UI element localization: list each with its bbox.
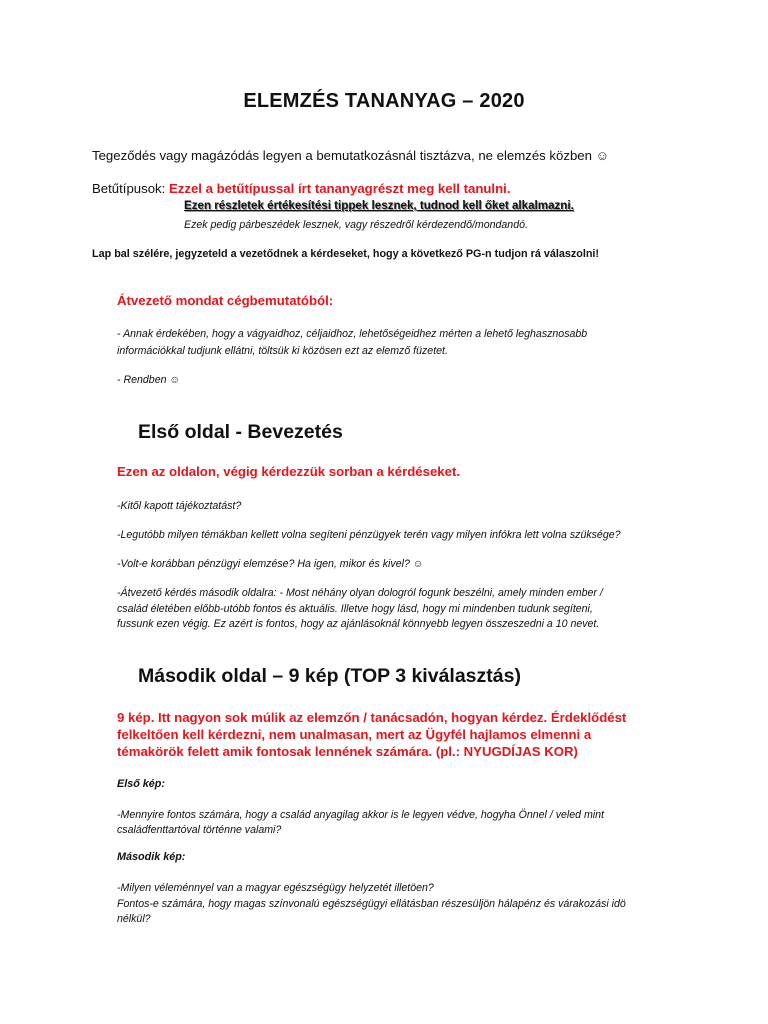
first-image-label: Első kép: <box>117 778 166 790</box>
second-image-question-line3: nélkül? <box>117 913 151 925</box>
fonts-legend <box>92 181 510 196</box>
second-image-label: Második kép: <box>117 851 186 863</box>
transition-heading: Átvezető mondat cégbemutatóból: <box>117 293 334 308</box>
page1-question-1: -Kitől kapott tájékoztatást? <box>117 500 242 512</box>
page1-heading: Első oldal - Bevezetés <box>138 421 343 443</box>
first-image-question-line2: családfenttartóval történne valami? <box>117 824 282 836</box>
second-image-question-line2: Fontos-e számára, hogy magas színvonalú egészségügyi ellátásban részesüljön hálapénz és várakozási idö <box>117 898 626 910</box>
margin-note: Lap bal szélére, jegyzeteld a vezetődnek a kérdeseket, hogy a következő PG-n tudjon rá válaszolni! <box>92 248 600 260</box>
transition-text-1: - Annak érdekében, hogy a vágyaidhoz, céljaidhoz, lehetőségeidhez mérten a lehető leghasznosabb <box>117 328 588 340</box>
fonts-label: Betűtípusok: <box>92 181 169 196</box>
page1-question-4-line2: család életében előbb-utóbb fontos és aktuális. Illetve hogy lásd, hogy mi mindenben tudunk segíteni, <box>117 603 593 615</box>
page1-question-4-line3: fussunk ezen végig. Ez azért is fontos, hogy az ajánlásoknál könnyebb legyen összeszedni a 10 nevet. <box>117 618 600 630</box>
first-image-question-line1: -Mennyire fontos számára, hogy a család anyagilag akkor is le legyen védve, hogyha Önnel / veled mint <box>117 809 604 821</box>
page2-instruction-line2: felkeltően kell kérdezni, nem unalmasan, mert az Ügyfél hajlamos elmenni a <box>117 727 592 742</box>
fonts-tips-sample: Ezen részletek értékesítési tippek lesznek, tudnod kell őket alkalmazni. <box>184 199 574 212</box>
document-title: ELEMZÉS TANANYAG – 2020 <box>243 90 525 112</box>
page2-heading: Második oldal – 9 kép (TOP 3 kiválasztás) <box>138 665 521 687</box>
transition-text-3: - Rendben ☺ <box>117 374 181 386</box>
fonts-red-sample: Ezzel a betűtípussal írt tananyagrészt meg kell tanulni. <box>168 181 511 196</box>
second-image-question-line1: -Milyen véleménnyel van a magyar egészségügy helyzetét illetöen? <box>117 882 434 894</box>
page1-instruction: Ezen az oldalon, végig kérdezzük sorban a kérdéseket. <box>117 464 460 479</box>
page2-instruction-line3: témakörök felett amik fontosak lennének számára. (pl.: NYUGDÍJAS KOR) <box>117 744 578 759</box>
transition-text-2: információkkal tudjunk ellátni, töltsük ki közösen ezt az elemző füzetet. <box>117 345 448 357</box>
page1-question-4-line1: -Átvezető kérdés második oldalra: - Most néhány olyan dologról fogunk beszélni, amely minden ember / <box>117 587 603 599</box>
page2-instruction-line1: 9 kép. Itt nagyon sok múlik az elemzőn / tanácsadón, hogyan kérdez. Érdeklődést <box>117 710 627 725</box>
fonts-dialog-sample: Ezek pedig párbeszédek lesznek, vagy részedről kérdezendő/mondandó. <box>184 219 528 231</box>
page1-question-3: -Volt-e korábban pénzügyi elemzése? Ha igen, mikor és kivel? ☺ <box>117 558 424 570</box>
page1-question-2: -Legutóbb milyen témákban kellett volna segíteni pénzügyek terén vagy milyen infókra lett volna szüksége? <box>117 529 621 541</box>
intro-line: Tegeződés vagy magázódás legyen a bemutatkozásnál tisztázva, ne elemzés közben ☺ <box>92 148 610 163</box>
